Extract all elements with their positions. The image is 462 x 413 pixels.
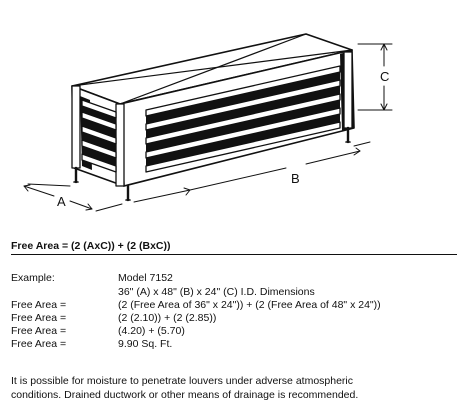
dimension-label-a: A — [57, 194, 66, 209]
calculation-value: (2 (2.10)) + (2 (2.85)) — [118, 312, 217, 324]
dimension-label-c: C — [380, 69, 390, 84]
note-line: conditions. Drained ductwork or other means of drainage is recommended. — [11, 389, 359, 401]
calculation-value: (4.20) + (5.70) — [118, 325, 185, 337]
calculation-label: Free Area = — [11, 299, 67, 311]
free-area-formula: Free Area = (2 (AxC)) + (2 (BxC)) — [11, 240, 171, 252]
dimension-label-b: B — [291, 171, 300, 186]
calculation-label: Free Area = — [11, 312, 67, 324]
moisture-note — [11, 374, 457, 402]
calculation-label: Example: — [11, 272, 55, 284]
dimension-a — [24, 184, 122, 211]
calculation-label: Free Area = — [11, 325, 67, 337]
divider — [11, 254, 457, 255]
corner-post — [344, 52, 352, 128]
calculation-value: (2 (Free Area of 36" x 24")) + (2 (Free Area of 48" x 24")) — [118, 299, 381, 311]
calculation-value: 36" (A) x 48" (B) x 24" (C) I.D. Dimensions — [118, 286, 315, 298]
calculation-value: 9.90 Sq. Ft. — [118, 338, 173, 350]
corner-post — [116, 104, 124, 186]
note-line: It is possible for moisture to penetrate louvers under adverse atmospheric — [11, 375, 354, 387]
corner-post — [72, 86, 80, 168]
calculation-value: Model 7152 — [118, 272, 173, 284]
calculation-label: Free Area = — [11, 338, 67, 350]
